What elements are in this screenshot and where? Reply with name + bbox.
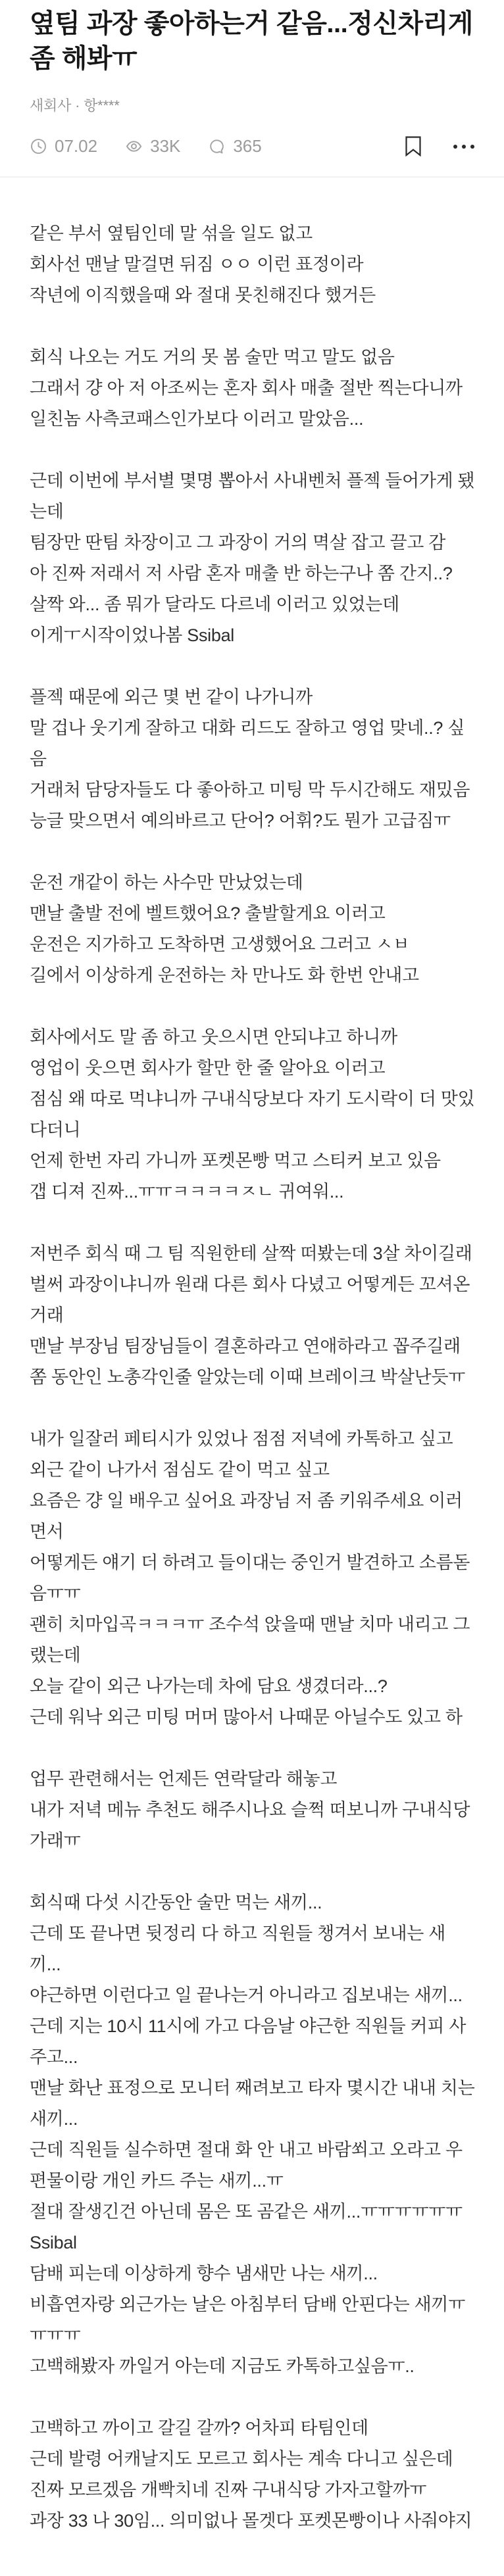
bookmark-button[interactable] <box>405 136 422 157</box>
text-line: 근데 이번에 부서별 몇명 뽑아서 사내벤처 플젝 들어가게 됐는데 <box>30 471 475 522</box>
post-paragraph <box>30 1238 476 1393</box>
text-line: 운전은 지가하고 도착하면 고생했어요 그러고 ㅅㅂ <box>30 935 410 954</box>
text-line: 과장 33 나 30임... 의미없나 몰겟다 포켓몬빵이나 사줘야지 <box>30 2511 472 2531</box>
text-line: 그래서 걍 아 저 아조씨는 혼자 회사 매출 절반 찍는다니까 <box>30 378 463 398</box>
clock-icon <box>30 137 47 155</box>
post-paragraph <box>30 466 476 651</box>
text-line: 이게ㅜ시작이었나봄 Ssibal <box>30 625 234 645</box>
text-line: 저번주 회식 때 그 팀 직원한테 살짝 떠봤는데 3살 차이길래 <box>30 1244 472 1263</box>
time-value: 07.02 <box>55 136 98 156</box>
post-paragraph <box>30 1022 476 1207</box>
post-body <box>0 178 504 2576</box>
views-value: 33K <box>150 136 181 156</box>
text-line: 고백하고 까이고 갈길 갈까? 어차피 타팀인데 <box>30 2418 368 2438</box>
post-paragraph <box>30 218 476 311</box>
text-line: 괜히 치마입곡ㅋㅋㅋㅠ 조수석 앉을때 맨날 치마 내리고 그랬는데 <box>30 1615 470 1665</box>
text-line: 외근 같이 나가서 점심도 같이 먹고 싶고 <box>30 1460 330 1480</box>
text-line: 근데 지는 10시 11시에 가고 다음날 야근한 직원들 커피 사주고... <box>30 2016 466 2067</box>
post-paragraph <box>30 342 476 435</box>
post-paragraph <box>30 1887 476 2382</box>
text-line: 능글 맞으면서 예의바르고 단어? 어휘?도 뭔가 고급짐ㅠ <box>30 811 451 831</box>
more-button[interactable] <box>453 142 474 151</box>
stat-comments[interactable] <box>208 136 261 157</box>
text-line: 근데 직원들 실수하면 절대 화 안 내고 바람쐬고 오라고 우편물이랑 개인 카드 주는 새끼...ㅠ <box>30 2140 463 2191</box>
text-line: 영업이 웃으면 회사가 할만 한 줄 알아요 이러고 <box>30 1058 386 1078</box>
text-line: 쫌 동안인 노총각인줄 알았는데 이때 브레이크 박살난듯ㅠ <box>30 1367 465 1387</box>
text-line: 맨날 부장님 팀장님들이 결혼하라고 연애하라고 꼽주길래 <box>30 1336 461 1356</box>
text-line: 야근하면 이런다고 일 끝나는거 아니라고 집보내는 새끼... <box>30 1985 463 2005</box>
post-paragraph <box>30 1764 476 1857</box>
more-icon <box>453 145 457 149</box>
text-line: 언제 한번 자리 가니까 포켓몬빵 먹고 스티커 보고 있음 <box>30 1151 441 1171</box>
text-line: 말 겁나 웃기게 잘하고 대화 리드도 잘하고 영업 맞네..? 싶음 <box>30 718 465 769</box>
text-line: 갭 디져 진짜...ㅠㅠㅋㅋㅋㅋㅈㄴ 귀여워... <box>30 1182 344 1202</box>
text-line: 플젝 때문에 외근 몇 번 같이 나가니까 <box>30 687 313 707</box>
text-line: 거래처 담당자들도 다 좋아하고 미팅 막 두시간해도 재밌음 <box>30 780 470 800</box>
text-line: 길에서 이상하게 운전하는 차 만나도 화 한번 안내고 <box>30 965 419 985</box>
text-line: 점심 왜 따로 먹냐니까 구내식당보다 자기 도시락이 더 맛있다더니 <box>30 1089 475 1140</box>
text-line: 근데 워낙 외근 미팅 머머 많아서 나때문 아닐수도 있고 하 <box>30 1707 463 1727</box>
text-line: 절대 잘생긴건 아닌데 몸은 또 곰같은 새끼...ㅠㅠㅠㅠㅠㅠ <box>30 2202 463 2222</box>
text-line: 운전 개같이 하는 사수만 만났었는데 <box>30 873 303 892</box>
post-paragraph <box>30 867 476 991</box>
text-line: Ssibal <box>30 2233 77 2252</box>
text-line: 회사선 맨날 말걸면 뒤짐 ㅇㅇ 이런 표정이라 <box>30 255 364 274</box>
text-line: 같은 부서 옆팀인데 말 섞을 일도 없고 <box>30 224 313 243</box>
text-line: 진짜 모르겠음 개빡치네 진짜 구내식당 가자고할까ㅠ <box>30 2480 427 2500</box>
eye-icon <box>125 137 143 155</box>
text-line: 고백해봤자 까일거 아는데 지금도 카톡하고싶음ㅠ.. <box>30 2356 415 2376</box>
text-line: 벌써 과장이냐니까 원래 다른 회사 다녔고 어떻게든 꼬셔온 거래 <box>30 1275 470 1325</box>
text-line: 맨날 화난 표정으로 모니터 째려보고 타자 몇시간 내내 치는 새끼... <box>30 2078 475 2129</box>
bookmark-icon <box>405 136 422 157</box>
stats-row <box>30 136 474 157</box>
text-line: 아 진짜 저래서 저 사람 혼자 매출 반 하는구나 쫌 간지..? <box>30 564 453 583</box>
text-line: 일친놈 사측코패스인가보다 이러고 말았음... <box>30 409 364 429</box>
text-line: 회식때 다섯 시간동안 술만 먹는 새끼... <box>30 1893 322 1912</box>
text-line: 비흡연자랑 외근가는 날은 아침부터 담배 안핀다는 새끼ㅠㅠㅠㅠ <box>30 2295 465 2345</box>
text-line: 근데 발령 어캐날지도 모르고 회사는 계속 다니고 싶은데 <box>30 2449 453 2469</box>
comment-icon <box>208 137 226 155</box>
text-line: 회사에서도 말 좀 하고 웃으시면 안되냐고 하니까 <box>30 1027 397 1047</box>
stat-views <box>125 136 180 157</box>
post-actions <box>405 136 474 157</box>
post-header <box>0 0 504 157</box>
text-line: 내가 일잘러 페티시가 있었나 점점 저녁에 카톡하고 싶고 <box>30 1429 453 1449</box>
text-line: 작년에 이직했을때 와 절대 못친해진다 했거든 <box>30 285 376 305</box>
stat-time <box>30 136 97 157</box>
text-line: 어떻게든 얘기 더 하려고 들이대는 중인거 발견하고 소름돋음ㅠㅠ <box>30 1553 470 1603</box>
post-paragraph <box>30 1424 476 1733</box>
comments-value: 365 <box>233 136 262 156</box>
post-paragraph <box>30 682 476 837</box>
text-line: 내가 저녁 메뉴 추천도 해주시나요 슬쩍 떠보니까 구내식당 가래ㅠ <box>30 1800 470 1851</box>
text-line: 근데 또 끝나면 뒷정리 다 하고 직원들 챙겨서 보내는 새끼... <box>30 1924 446 1974</box>
text-line: 회식 나오는 거도 거의 못 봄 술만 먹고 말도 없음 <box>30 347 395 367</box>
post-paragraph <box>30 2413 476 2537</box>
text-line: 살짝 와... 좀 뭐가 달라도 다르네 이러고 있었는데 <box>30 595 399 614</box>
text-line: 오늘 같이 외근 나가는데 차에 담요 생겼더라...? <box>30 1676 388 1696</box>
text-line: 요즘은 걍 일 배우고 싶어요 과장님 저 좀 키워주세요 이러면서 <box>30 1491 463 1542</box>
text-line: 팀장만 딴팀 차장이고 그 과장이 거의 멱살 잡고 끌고 감 <box>30 533 446 552</box>
text-line: 업무 관련해서는 언제든 연락달라 해놓고 <box>30 1769 338 1789</box>
text-line: 맨날 출발 전에 벨트했어요? 출발할게요 이러고 <box>30 904 386 923</box>
text-line: 담배 피는데 이상하게 향수 냄새만 나는 새끼... <box>30 2264 378 2283</box>
post-meta: 새회사 · 항**** <box>30 97 120 114</box>
post-title: 옆팀 과장 좋아하는거 같음...정신차리게 좀 해봐ㅠ <box>30 9 473 73</box>
